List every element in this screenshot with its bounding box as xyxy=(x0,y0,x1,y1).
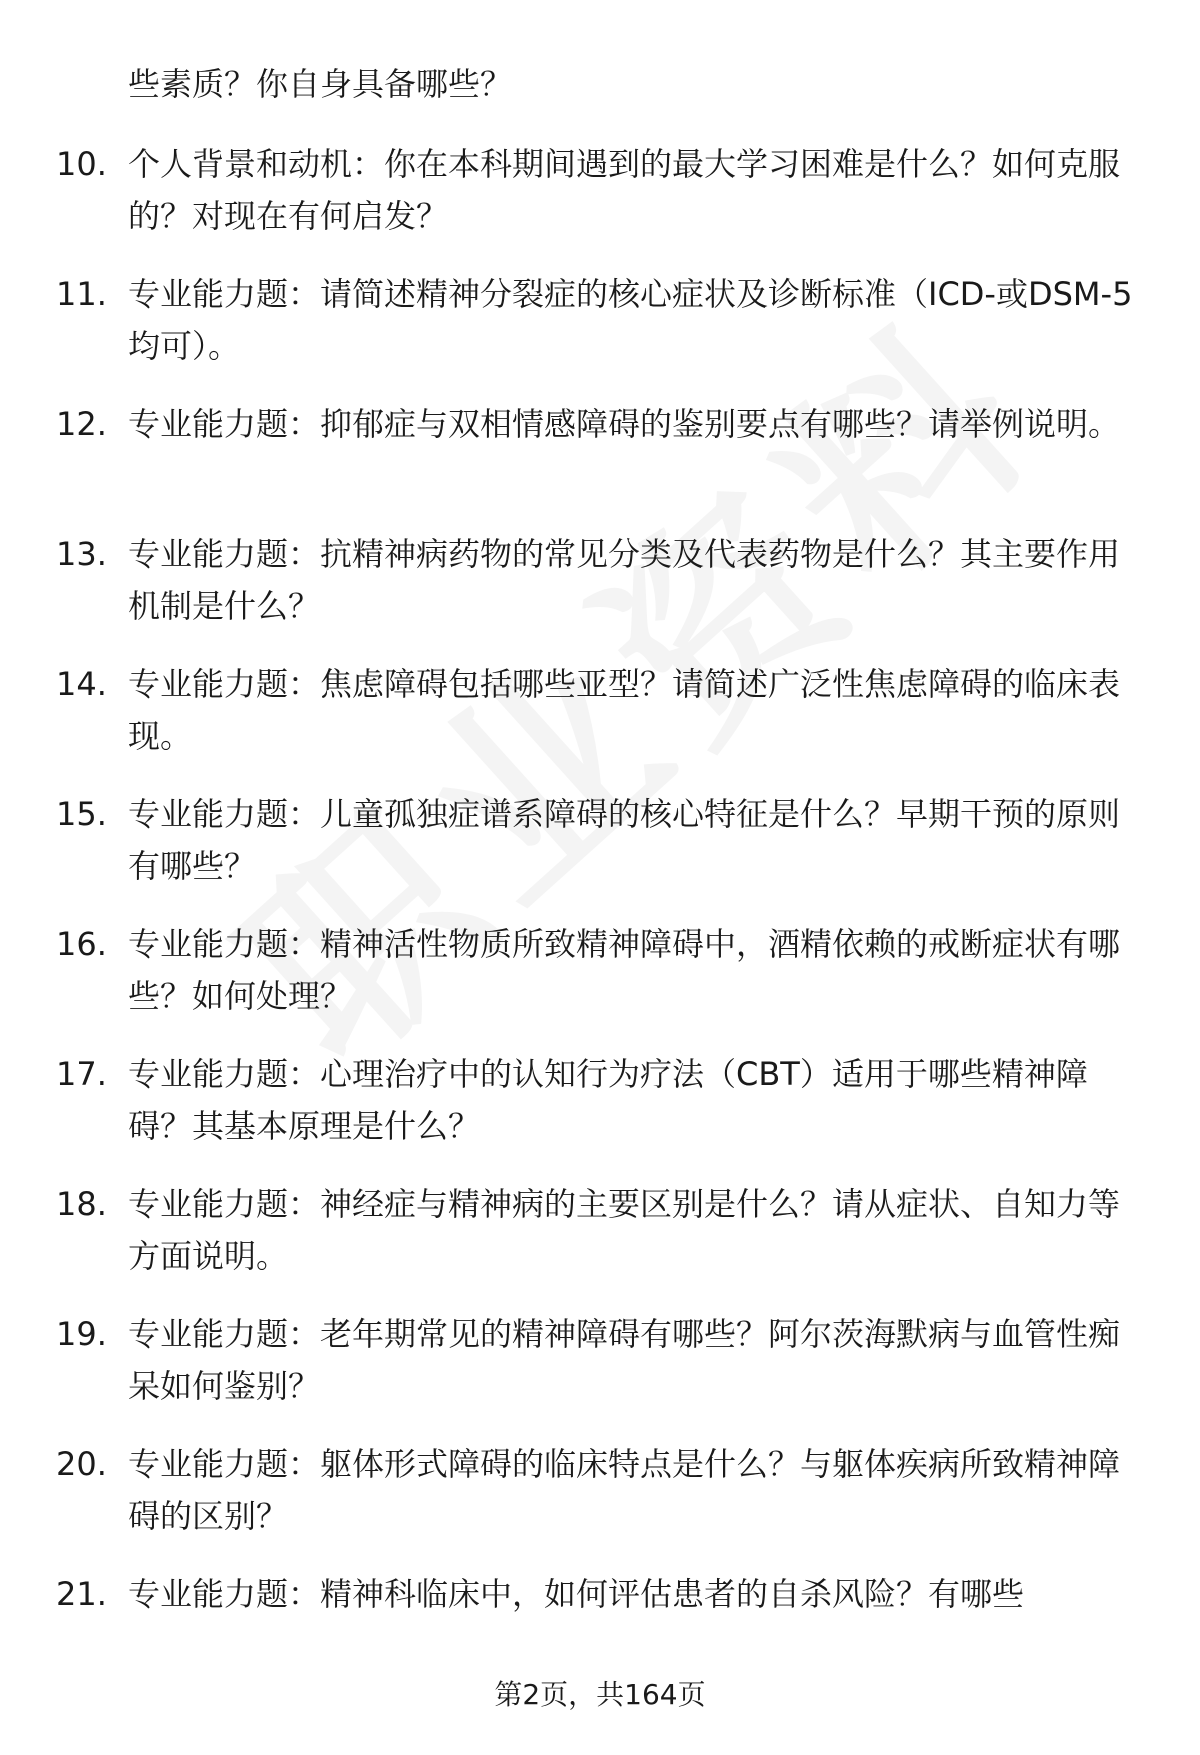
question-item xyxy=(0,1178,1200,1308)
question-number: 10. xyxy=(56,145,107,183)
question-text: 专业能力题：抗精神病药物的常见分类及代表药物是什么？其主要作用机制是什么？ xyxy=(128,535,1121,625)
question-text: 专业能力题：躯体形式障碍的临床特点是什么？与躯体疾病所致精神障碍的区别？ xyxy=(128,1445,1121,1535)
question-number: 18. xyxy=(56,1185,107,1223)
question-item xyxy=(0,1048,1200,1178)
question-text: 专业能力题：心理治疗中的认知行为疗法（CBT）适用于哪些精神障碍？其基本原理是什么？ xyxy=(128,1055,1088,1145)
question-item xyxy=(0,398,1200,528)
question-text: 专业能力题：精神科临床中，如何评估患者的自杀风险？有哪些 xyxy=(128,1575,1025,1613)
question-text: 专业能力题：神经症与精神病的主要区别是什么？请从症状、自知力等方面说明。 xyxy=(128,1185,1121,1275)
question-item xyxy=(0,1438,1200,1568)
question-text: 专业能力题：精神活性物质所致精神障碍中，酒精依赖的戒断症状有哪些？如何处理？ xyxy=(128,925,1121,1015)
question-text: 专业能力题：老年期常见的精神障碍有哪些？阿尔茨海默病与血管性痴呆如何鉴别？ xyxy=(128,1315,1121,1405)
question-number: 11. xyxy=(56,275,107,313)
question-number: 15. xyxy=(56,795,107,833)
question-list xyxy=(0,138,1200,1698)
question-text: 个人背景和动机：你在本科期间遇到的最大学习困难是什么？如何克服的？对现在有何启发？ xyxy=(128,145,1121,235)
question-text: 专业能力题：儿童孤独症谱系障碍的核心特征是什么？早期干预的原则有哪些？ xyxy=(128,795,1121,885)
question-item xyxy=(0,138,1200,268)
question-number: 19. xyxy=(56,1315,107,1353)
question-item xyxy=(0,268,1200,398)
question-number: 20. xyxy=(56,1445,107,1483)
question-number: 17. xyxy=(56,1055,107,1093)
question-item xyxy=(0,918,1200,1048)
question-item xyxy=(0,658,1200,788)
question-item xyxy=(0,528,1200,658)
question-number: 21. xyxy=(56,1575,107,1613)
question-text: 专业能力题：请简述精神分裂症的核心症状及诊断标准（ICD-或DSM-5均可）。 xyxy=(128,275,1133,365)
question-text: 专业能力题：焦虑障碍包括哪些亚型？请简述广泛性焦虑障碍的临床表现。 xyxy=(128,665,1121,755)
continuation-text: 些素质？你自身具备哪些？ xyxy=(128,65,513,103)
question-item xyxy=(0,1308,1200,1438)
page-footer: 第2页，共164页 xyxy=(494,1678,706,1711)
question-number: 13. xyxy=(56,535,107,573)
question-item xyxy=(0,788,1200,918)
question-number: 16. xyxy=(56,925,107,963)
question-number: 12. xyxy=(56,405,107,443)
question-number: 14. xyxy=(56,665,107,703)
question-text: 专业能力题：抑郁症与双相情感障碍的鉴别要点有哪些？请举例说明。 xyxy=(128,405,1121,443)
